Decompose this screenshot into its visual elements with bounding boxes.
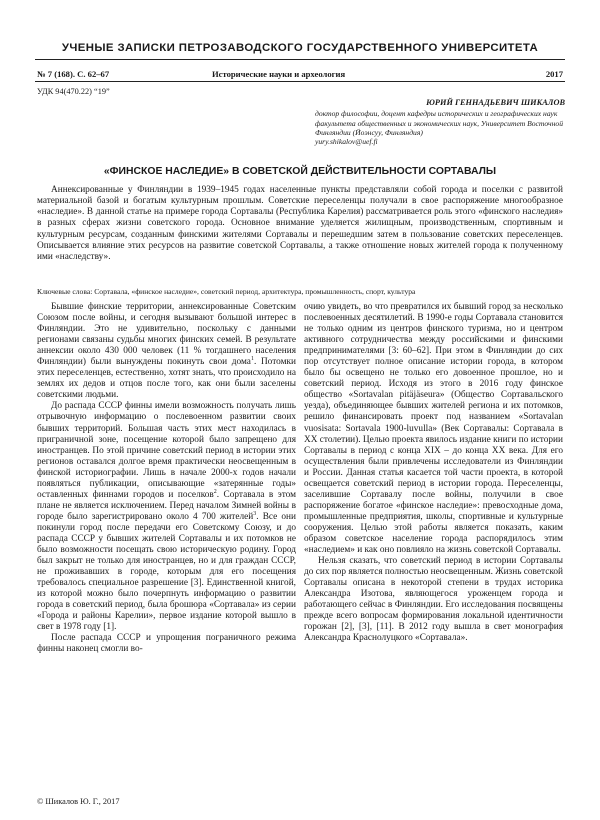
- header-rule: [35, 59, 565, 60]
- journal-title: УЧЕНЫЕ ЗАПИСКИ ПЕТРОЗАВОДСКОГО ГОСУДАРСТВЕННОГО УНИВЕРСИТЕТА: [61, 42, 539, 54]
- keywords: Ключевые слова: Сортавала, «финское наследие», советский период, архитектура, промышленность, спорт, культура: [37, 287, 416, 296]
- abstract-text: Аннексированные у Финляндии в 1939–1945 годах населенные пункты представляли собой города и поселки с развитой материальной базой и богатым культурным прошлым. Советские переселенцы получали в свое распоряжение многообразное «наследие». В данной статье на примере города Сортавалы (Республика Карелия) рассматривается роль этого «финского наследия» в разных сферах жизни советского города. Основное внимание уделяется жилищным, производственным, спортивным и культурным ресурсам, созданным финскими жителями Сортавалы и перешедшим затем в пользование советских переселенцев. Описывается влияние этих ресурсов на развитие советской Сортавалы, а также отношение новых жителей города к полученному ими «наследству».: [37, 185, 563, 262]
- article-title: «ФИНСКОЕ НАСЛЕДИЕ» В СОВЕТСКОЙ ДЕЙСТВИТЕЛЬНОСТИ СОРТАВАЛЫ: [103, 166, 497, 177]
- issue-year: 2017: [545, 69, 563, 79]
- footnote-ref[interactable]: 1: [250, 356, 254, 363]
- copyright: © Шикалов Ю. Г., 2017: [37, 797, 120, 806]
- section-name: Исторические науки и археология: [212, 69, 346, 79]
- author-affiliation: доктор философии, доцент кафедры исторических и географических наук факультета общественных и экономических наук, Университет Восточной Финляндии (Йоэнсуу, Финляндия): [315, 109, 563, 137]
- paragraph: Нельзя сказать, что советский период в истории Сортавалы до сих пор является полностью неосвещенным. Жизнь советской Сортавалы описана в некоторой степени в трудах историка Александра Изотова, являющегося уроженцем города и работающего сейчас в Финляндии. Его исследования посвящены прежде всего вопросам формирования локальной идентичности горожан [2], [3], [11]. В 2012 году вышла в свет монография Александра Краснолуцкого «Сортавала».: [304, 556, 563, 644]
- paragraph: очию увидеть, во что превратился их бывший город за несколько послевоенных десятилетий. В 1990-е годы Сортавала становится не только одним из центров финского туризма, но и центром активного сотрудничества между российскими и финскими предпринимателями [3: 60–62]. При этом в Финляндии до сих пор отсутствует полное описание истории города, в котором было бы освещено не только его довоенное прошлое, но и советский период. Исходя из этого в 2016 году финское общество «Sortavalan pitäjäseura» (Общество Сортавальского уезда), объединяющее бывших жителей региона и их потомков, решило финансировать проект под названием «Sortavalan vuosisata: Sortavala 1900-luvulla» (Век Сортавалы: Сортавала в XX столетии). Целью проекта явилось издание книги по истории Сортавалы в период с конца XIX – до конца XX века. Для его осуществления были привлечены исследователи из Финляндии и России. Данная статья касается той части проекта, в которой освещается советский период в истории города. Переселенцы, заселившие Сортавалу после войны, получили в свое распоряжение богатое «финское наследие»: превосходные дома, промышленные предприятия, школы, спортивные и культурные сооружения. Целью этой работы является показать, каким образом советское население города распорядилось этим «наследием» и как оно повлияло на жизнь советской Сортавалы.: [304, 302, 563, 556]
- abstract: [37, 185, 563, 263]
- paragraph: После распада СССР и упрощения пограничного режима финны наконец смогли во-: [37, 633, 296, 655]
- author-block: [315, 98, 565, 146]
- author-email: yury.shikalov@uef.fi: [315, 137, 378, 147]
- meta-rule: [35, 81, 565, 82]
- footnote-ref[interactable]: 3: [253, 510, 257, 517]
- paragraph: До распада СССР финны имели возможность получать лишь отрывочную информацию о послевоенном развитии своих бывших территорий. Большая часть этих мест находилась в приграничной зоне, посещение которой было запрещено для иностранцев. По этой причине советский период в истории этих регионов оставался долгое время практически неосвещенным в финской историографии. Лишь в начале 2000-х годов начали появляться публикации, описывающие «затерянные годы» оставленных финнами городов и поселков$^2$. Сортавала в этом плане не является исключением. Перед началом Зимней войны в городе было зарегистрировано около 4 700 жителей$^3$. Все они покинули город после передачи его Советскому Союзу, и до распада СССР у бывших жителей Сортавалы и их потомков не было возможности посещать свою историческую родину. Город был закрыт не только для иностранцев, но и для граждан СССР, не проживавших в городе, которым для его посещения требовалось специальное разрешение [3]. Единственной книгой, из которой можно было почерпнуть информацию о развитии города в советский период, была брошюра «Сортавала» из серии «Города и районы Карелии», первое издание которой вышло в свет в 1978 году [1].: [37, 401, 297, 633]
- udk-code: УДК 94(470.22) “19”: [37, 87, 110, 96]
- body-column-right: [304, 302, 563, 644]
- paragraph: Бывшие финские территории, аннексированные Советским Союзом после войны, и сегодня вызывают большой интерес в Финляндии. Это не удивительно, поскольку с данными регионами связаны судьбы многих финских семей. В результате аннексии около 430 000 человек (11 % тогдашнего населения Финляндии) были вынуждены покинуть свои дома$^1$. Потомки этих переселенцев, естественно, хотят знать, что происходило на землях их дедов и отцов после того, как они были заселены советскими людьми.: [37, 302, 296, 401]
- issue-info: № 7 (168). С. 62–67: [37, 69, 110, 79]
- author-name: ЮРИЙ ГЕННАДЬЕВИЧ ШИКАЛОВ: [426, 98, 565, 107]
- footnote-ref[interactable]: 2: [213, 488, 217, 495]
- body-column-left: [37, 302, 296, 656]
